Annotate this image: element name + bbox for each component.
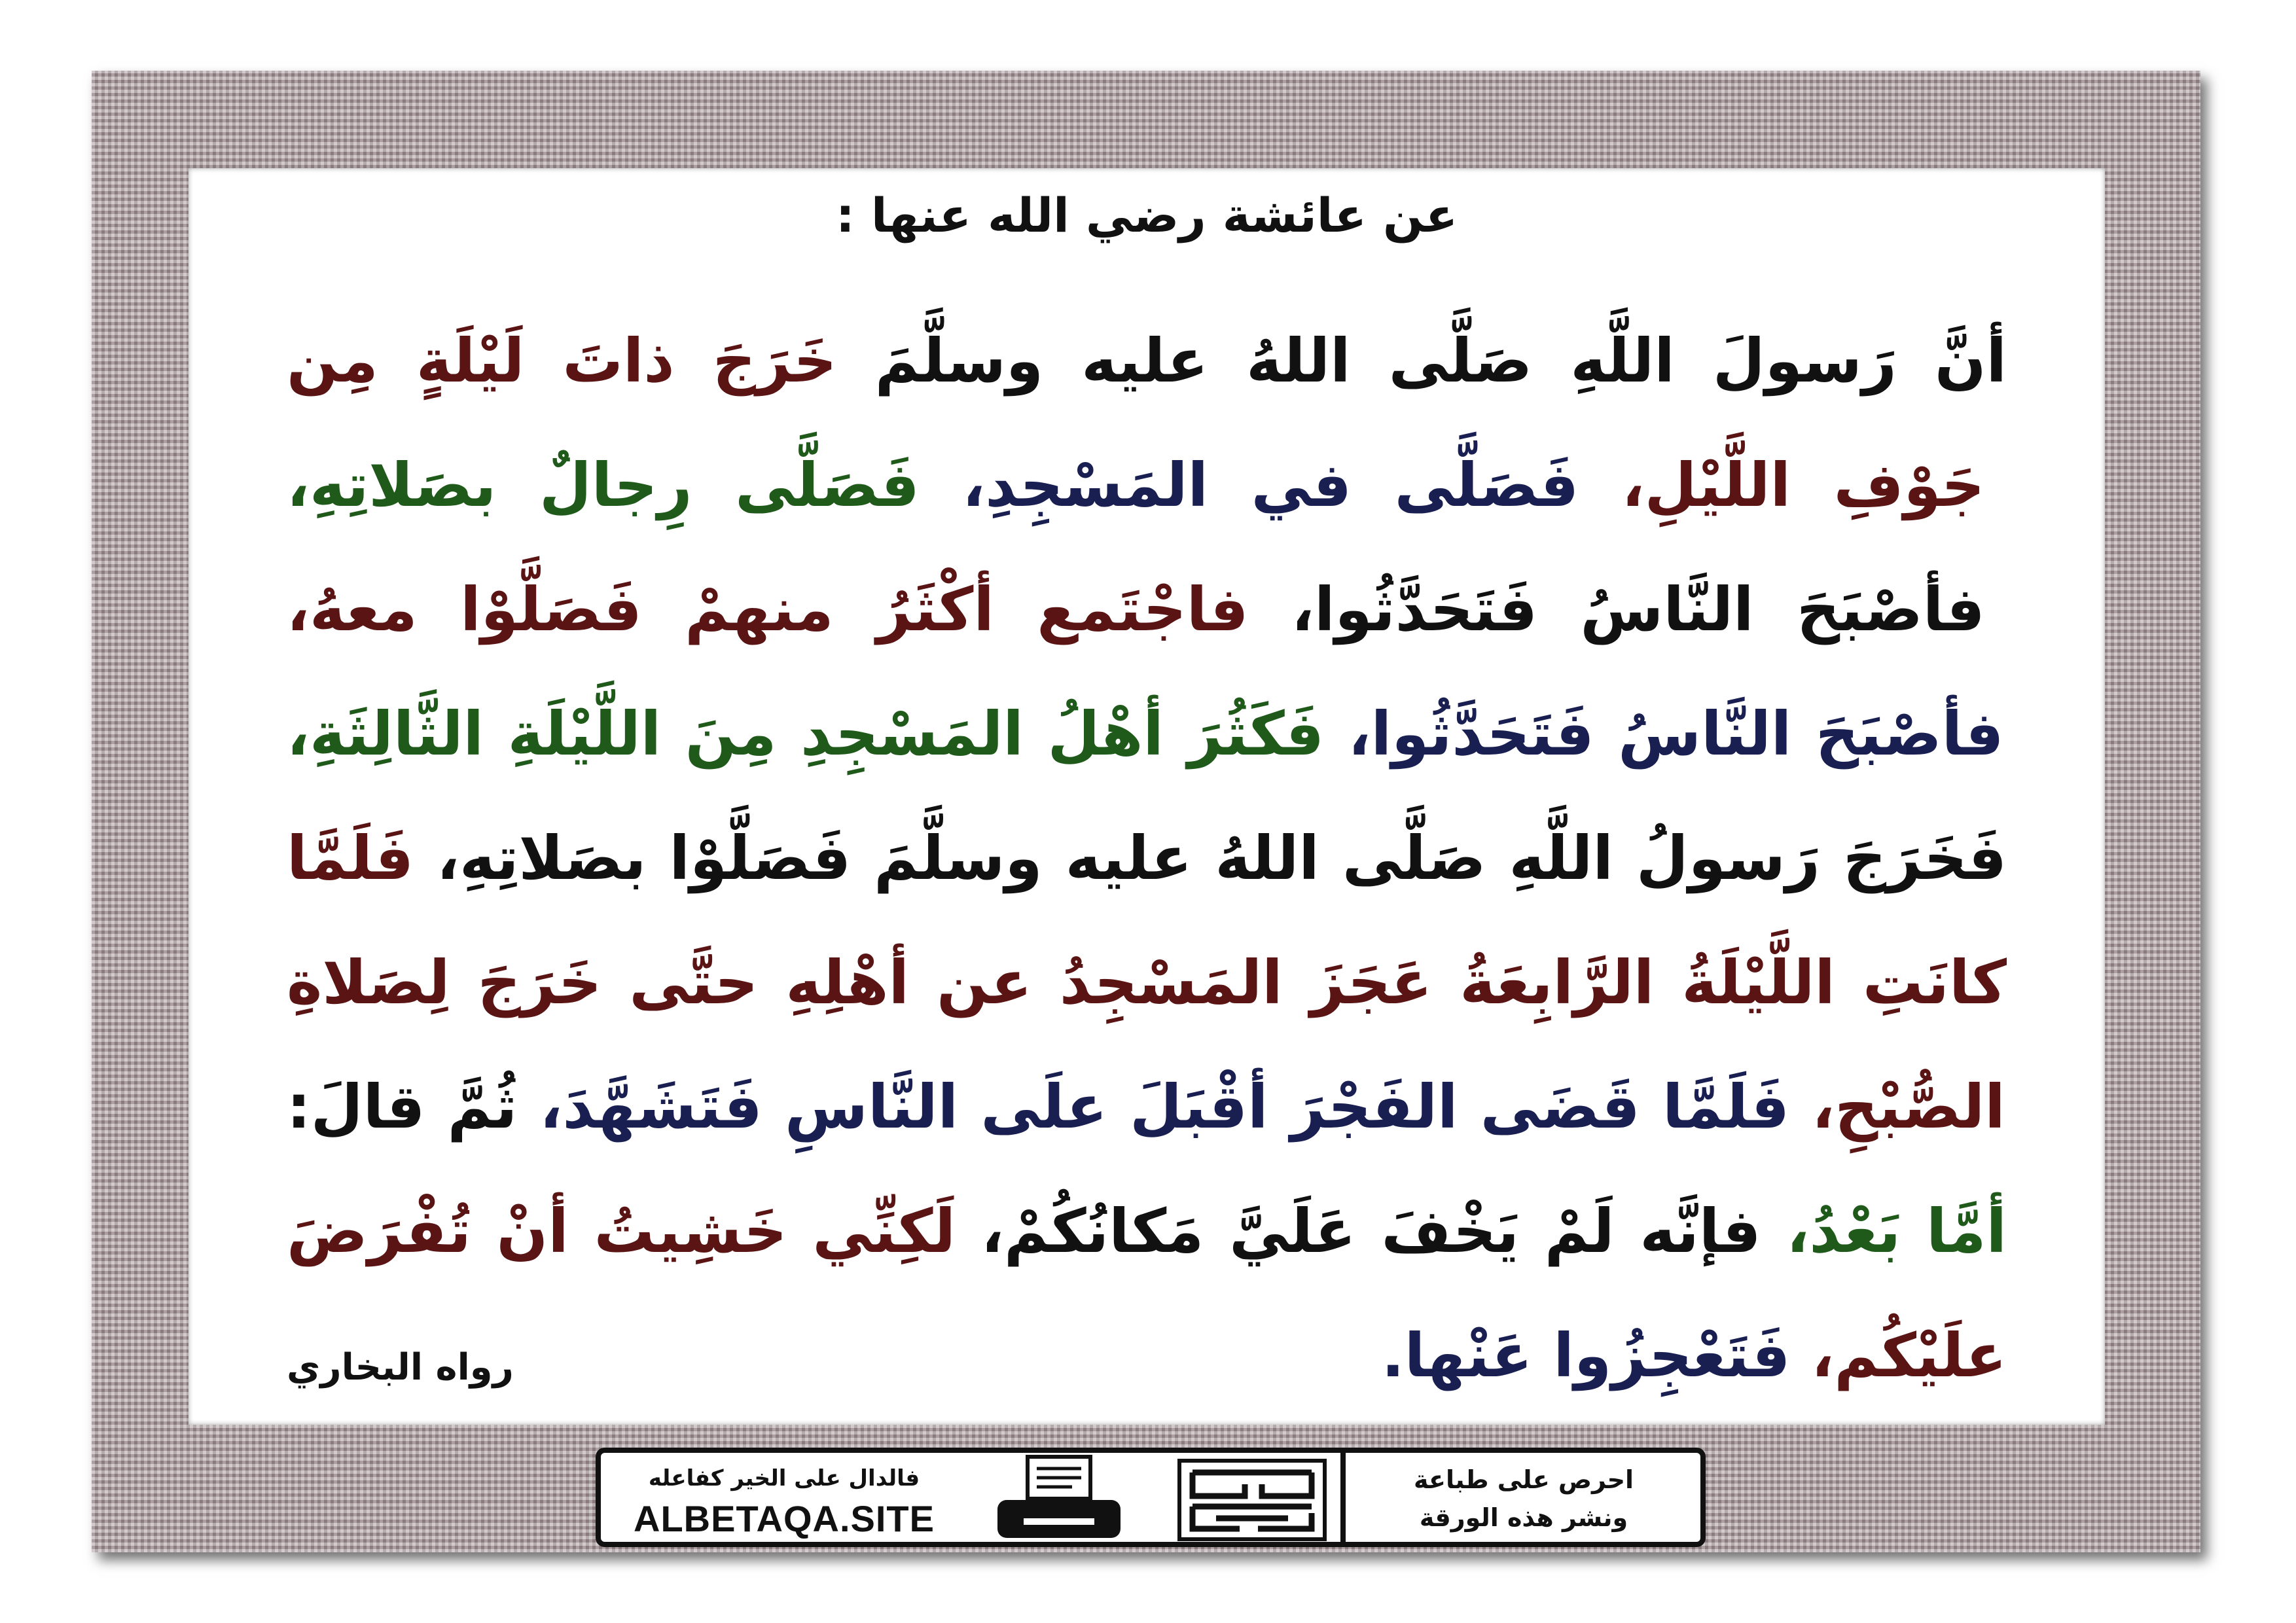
hadith-segment: ثُمَّ قالَ:	[287, 1072, 518, 1142]
hadith-segment: فَصَلَّى رِجالٌ بصَلاتِهِ،	[287, 450, 920, 520]
hadith-segment: فاجْتَمع أكْثَرُ منهمْ فَصَلَّوْا معهُ،	[287, 575, 1249, 645]
hadith-segment: أمَّا بَعْدُ،	[1761, 1196, 2007, 1266]
footer-banner	[596, 1448, 1706, 1547]
hadith-segment: فأصْبَحَ النَّاسُ فَتَحَدَّثُوا،	[1248, 575, 1985, 645]
hadith-text	[287, 299, 2007, 1418]
hadith-segment: فَصَلَّى في المَسْجِدِ،	[919, 450, 1579, 520]
footer-divider	[1340, 1453, 1346, 1542]
print-note-line-2: ونشر هذه الورقة	[1419, 1503, 1628, 1532]
footer-slogan: فالدال على الخير كفاعله	[648, 1465, 920, 1491]
footer-site-block	[614, 1459, 954, 1541]
hadith-segment: خَرَجَ ذاتَ لَيْلَةٍ مِن جَوْفِ اللَّيْلِ،	[287, 326, 1985, 520]
footer-site-link[interactable]: ALBETAQA.SITE	[634, 1498, 935, 1539]
hadith-segment: فَلَمَّا قَضَى الفَجْرَ أقْبَلَ علَى النَّاسِ فَتَشَهَّدَ،	[517, 1072, 1790, 1142]
hadith-segment: فَتَعْجِزُوا عَنْها.	[1381, 1321, 1791, 1391]
hadith-source: رواه البخاري	[287, 1346, 514, 1389]
hadith-card	[188, 168, 2105, 1425]
printer-icon	[994, 1454, 1124, 1543]
narrator-heading: عن عائشة رضي الله عنها :	[835, 188, 1458, 243]
hadith-segment: لَكِنِّي خَشِيتُ أنْ تُفْرَضَ علَيْكُم،	[287, 1196, 2007, 1391]
hadith-segment: فأصْبَحَ النَّاسُ فَتَحَدَّثُوا،	[1324, 699, 2004, 769]
hadith-segment: فَلَمَّا كانَتِ اللَّيْلَةُ الرَّابِعَةُ عَجَزَ المَسْجِدُ عن أهْلِهِ حتَّى خَرَجَ لِصَلاةِ الصُّبْحِ،	[287, 823, 2007, 1142]
footer-print-note	[1360, 1461, 1687, 1537]
hadith-segment: فإنَّه لَمْ يَخْفَ عَلَيَّ مَكانُكُمْ،	[956, 1196, 1761, 1266]
logo-icon	[1177, 1458, 1327, 1542]
hadith-segment: فَخَرَجَ رَسولُ اللَّهِ صَلَّى اللهُ عليه وسلَّمَ فَصَلَّوْا بصَلاتِهِ،	[414, 823, 2007, 893]
hadith-segment: أنَّ رَسولَ اللَّهِ صَلَّى اللهُ عليه وسلَّمَ	[836, 326, 2007, 396]
print-note-line-1: احرص على طباعة	[1413, 1465, 1634, 1494]
hadith-segment: فَكَثُرَ أهْلُ المَسْجِدِ مِنَ اللَّيْلَةِ الثَّالِثَةِ،	[287, 699, 1325, 769]
